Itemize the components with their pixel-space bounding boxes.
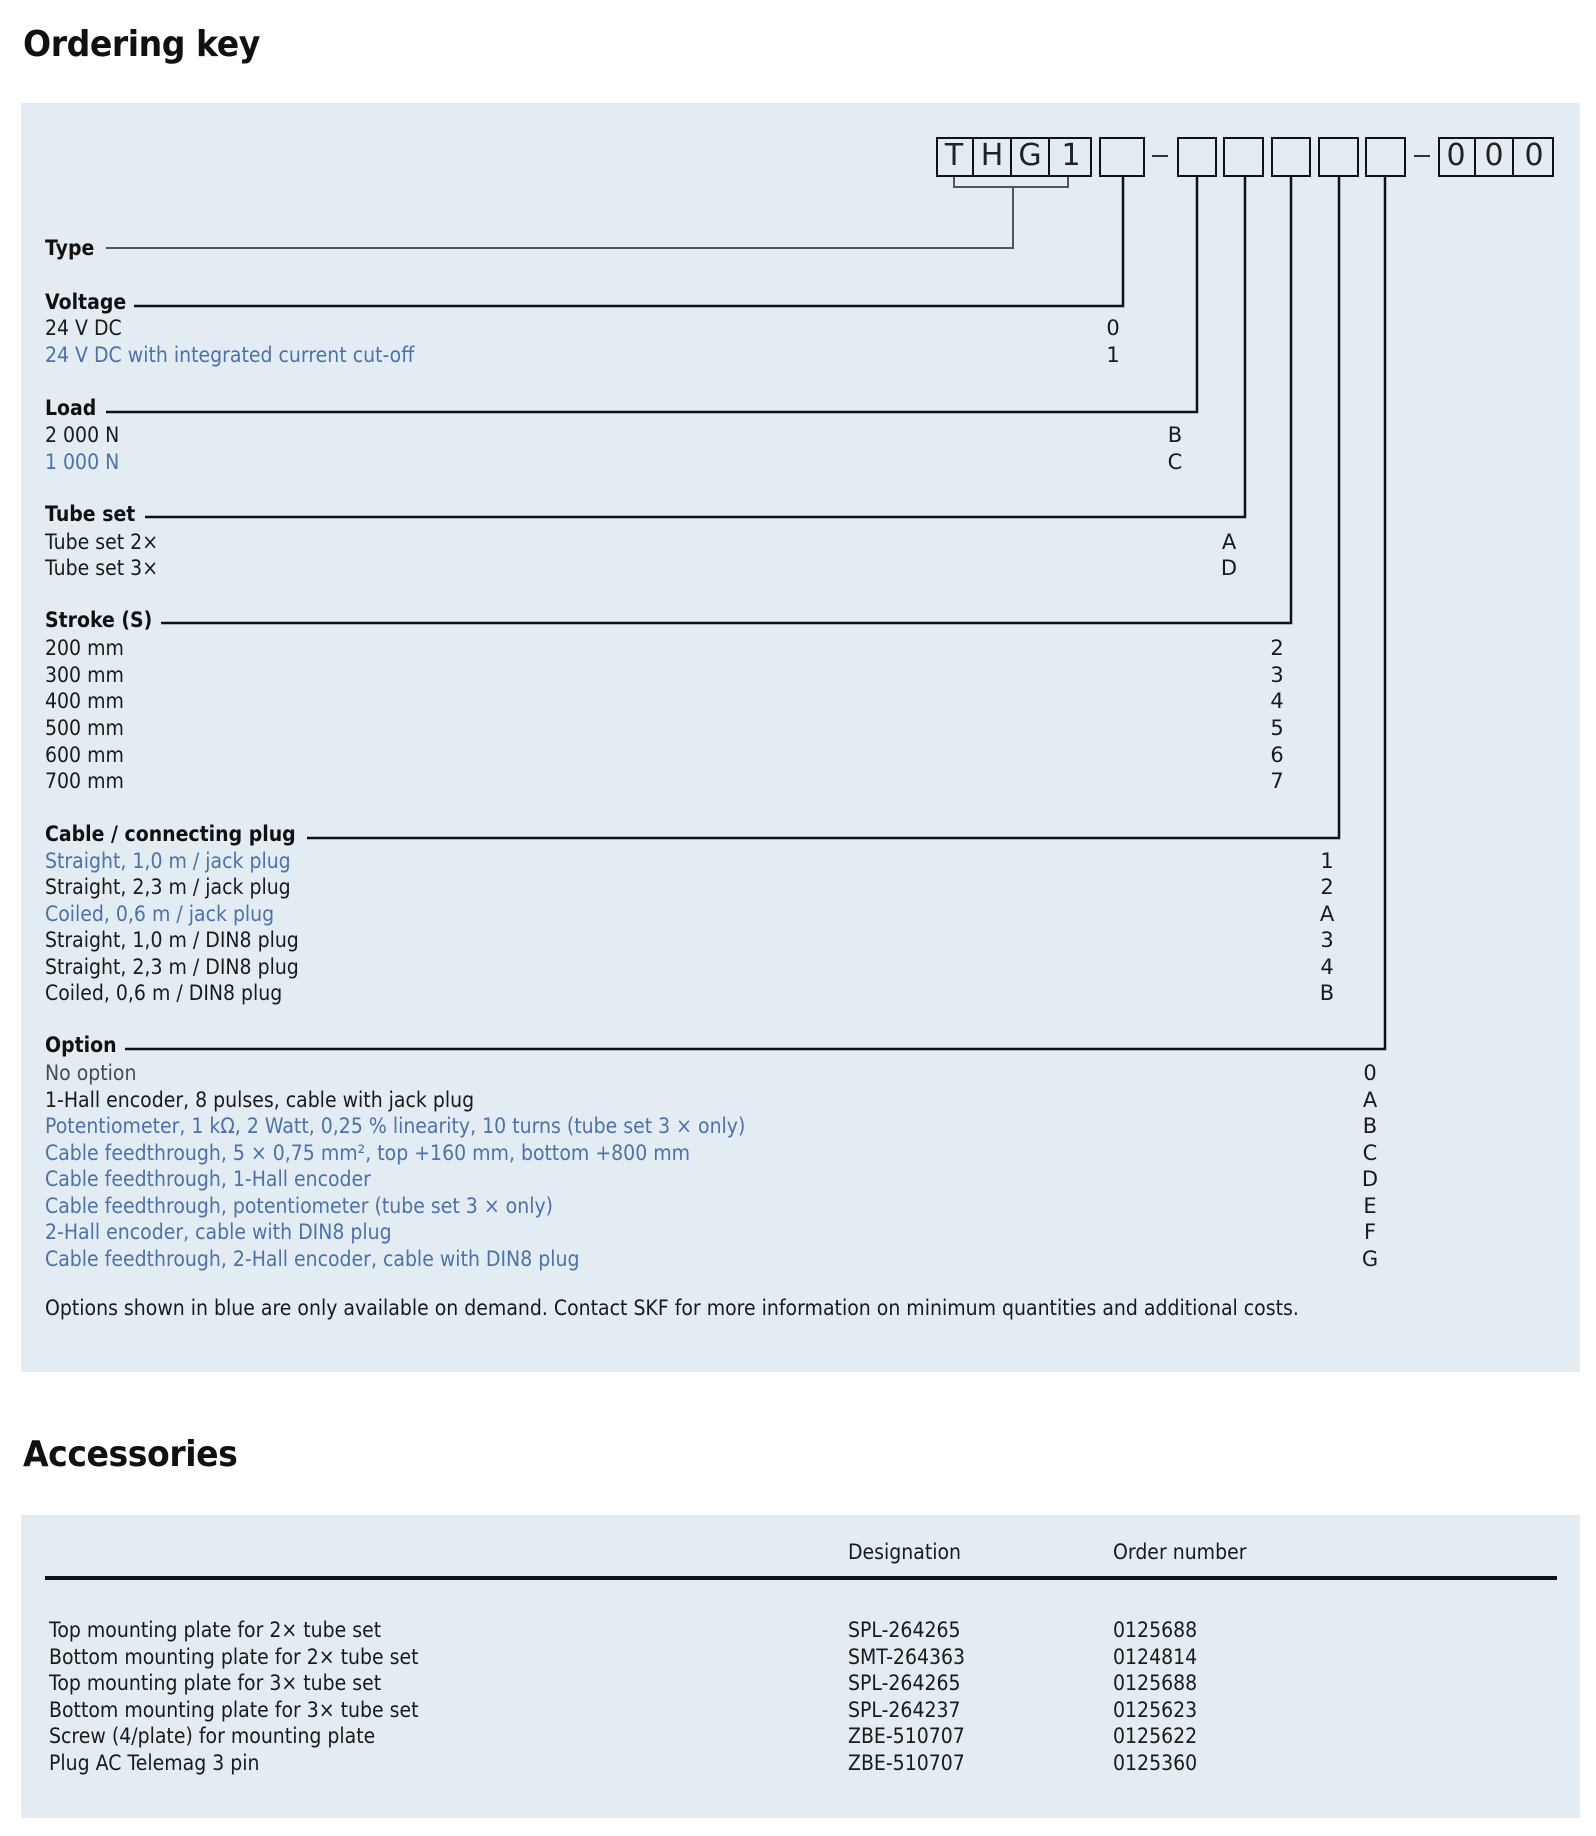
column-header-designation: Designation bbox=[848, 1540, 962, 1564]
tube-set-code: A bbox=[1221, 530, 1237, 554]
accessory-designation: SMT-264363 bbox=[848, 1645, 966, 1669]
option-item: Cable feedthrough, 1-Hall encoder bbox=[45, 1167, 371, 1191]
cable-code: 2 bbox=[1320, 875, 1334, 899]
voltage-option: 24 V DC with integrated current cut-off bbox=[45, 343, 415, 367]
cable-option: Straight, 2,3 m / jack plug bbox=[45, 875, 291, 899]
option-code-box bbox=[1365, 137, 1406, 177]
stroke-heading: Stroke (S) bbox=[45, 608, 153, 632]
voltage-heading: Voltage bbox=[45, 290, 127, 314]
voltage-code: 1 bbox=[1106, 343, 1120, 367]
code-separator-dash bbox=[1152, 155, 1168, 157]
accessory-designation: SPL-264265 bbox=[848, 1618, 961, 1642]
code-char: T bbox=[936, 137, 974, 177]
accessory-name: Screw (4/plate) for mounting plate bbox=[49, 1724, 376, 1748]
option-code: B bbox=[1362, 1114, 1378, 1138]
accessory-name: Top mounting plate for 3× tube set bbox=[49, 1671, 382, 1695]
option-item: Cable feedthrough, 5 × 0,75 mm², top +160 mm, bottom +800 mm bbox=[45, 1141, 691, 1165]
cable-code-box bbox=[1318, 137, 1359, 177]
cable-option: Straight, 2,3 m / DIN8 plug bbox=[45, 955, 299, 979]
cable-heading: Cable / connecting plug bbox=[45, 822, 296, 846]
option-code: F bbox=[1363, 1220, 1377, 1244]
option-item: 2-Hall encoder, cable with DIN8 plug bbox=[45, 1220, 392, 1244]
accessory-order-number: 0125623 bbox=[1113, 1698, 1198, 1722]
code-char: 1 bbox=[1061, 138, 1081, 173]
stroke-option: 400 mm bbox=[45, 689, 124, 713]
load-option: 2 000 N bbox=[45, 423, 120, 447]
stroke-code: 4 bbox=[1270, 689, 1284, 713]
option-item: Cable feedthrough, 2-Hall encoder, cable with DIN8 plug bbox=[45, 1247, 580, 1271]
load-heading: Load bbox=[45, 396, 97, 420]
tube-set-option: Tube set 2× bbox=[45, 530, 159, 554]
code-char: 0 bbox=[1524, 138, 1544, 173]
cable-code: 4 bbox=[1320, 955, 1334, 979]
voltage-option: 24 V DC bbox=[45, 316, 122, 340]
tube-set-code: D bbox=[1220, 556, 1238, 580]
load-code: B bbox=[1167, 423, 1183, 447]
accessory-designation: ZBE-510707 bbox=[848, 1751, 965, 1775]
stroke-option: 300 mm bbox=[45, 663, 124, 687]
cable-code: B bbox=[1319, 981, 1335, 1005]
accessory-order-number: 0125360 bbox=[1113, 1751, 1198, 1775]
cable-option: Straight, 1,0 m / DIN8 plug bbox=[45, 928, 299, 952]
cable-code: 3 bbox=[1320, 928, 1334, 952]
ordering-key-title: Ordering key bbox=[23, 24, 260, 65]
table-header-rule bbox=[45, 1576, 1557, 1580]
stroke-code-box bbox=[1271, 137, 1311, 177]
option-code: E bbox=[1363, 1194, 1377, 1218]
option-heading: Option bbox=[45, 1033, 117, 1057]
option-code: 0 bbox=[1363, 1061, 1377, 1085]
stroke-code: 7 bbox=[1270, 769, 1284, 793]
stroke-code: 2 bbox=[1270, 636, 1284, 660]
stroke-option: 500 mm bbox=[45, 716, 124, 740]
load-code-box bbox=[1177, 137, 1217, 177]
accessories-title: Accessories bbox=[23, 1434, 238, 1475]
stroke-code: 6 bbox=[1270, 743, 1284, 767]
voltage-code-box bbox=[1099, 137, 1145, 177]
option-item: Potentiometer, 1 kΩ, 2 Watt, 0,25 % linearity, 10 turns (tube set 3 × only) bbox=[45, 1114, 746, 1138]
cable-code: A bbox=[1319, 902, 1335, 926]
accessory-name: Plug AC Telemag 3 pin bbox=[49, 1751, 260, 1775]
cable-option: Straight, 1,0 m / jack plug bbox=[45, 849, 291, 873]
cable-code: 1 bbox=[1320, 849, 1334, 873]
accessory-order-number: 0124814 bbox=[1113, 1645, 1198, 1669]
tube-set-code-box bbox=[1223, 137, 1264, 177]
code-separator-dash bbox=[1414, 155, 1430, 157]
option-item: No option bbox=[45, 1061, 137, 1085]
accessory-name: Top mounting plate for 2× tube set bbox=[49, 1618, 382, 1642]
tube-set-option: Tube set 3× bbox=[45, 556, 159, 580]
stroke-option: 700 mm bbox=[45, 769, 124, 793]
column-header-order-number: Order number bbox=[1113, 1540, 1247, 1564]
option-code: C bbox=[1362, 1141, 1378, 1165]
code-char: G bbox=[1012, 137, 1050, 177]
option-item: Cable feedthrough, potentiometer (tube set 3 × only) bbox=[45, 1194, 554, 1218]
type-heading: Type bbox=[45, 236, 95, 260]
accessory-order-number: 0125688 bbox=[1113, 1618, 1198, 1642]
option-code: G bbox=[1361, 1247, 1379, 1271]
accessory-designation: ZBE-510707 bbox=[848, 1724, 965, 1748]
option-code: D bbox=[1361, 1167, 1379, 1191]
code-char: 0 bbox=[1476, 137, 1514, 177]
code-char: 0 bbox=[1438, 137, 1476, 177]
accessory-designation: SPL-264265 bbox=[848, 1671, 961, 1695]
voltage-code: 0 bbox=[1106, 316, 1120, 340]
load-code: C bbox=[1167, 450, 1183, 474]
code-char: H bbox=[974, 137, 1012, 177]
cable-option: Coiled, 0,6 m / jack plug bbox=[45, 902, 275, 926]
load-option: 1 000 N bbox=[45, 450, 120, 474]
accessory-name: Bottom mounting plate for 3× tube set bbox=[49, 1698, 419, 1722]
accessory-name: Bottom mounting plate for 2× tube set bbox=[49, 1645, 419, 1669]
option-item: 1-Hall encoder, 8 pulses, cable with jack plug bbox=[45, 1088, 475, 1112]
accessory-order-number: 0125688 bbox=[1113, 1671, 1198, 1695]
stroke-option: 200 mm bbox=[45, 636, 124, 660]
stroke-option: 600 mm bbox=[45, 743, 124, 767]
stroke-code: 5 bbox=[1270, 716, 1284, 740]
accessory-order-number: 0125622 bbox=[1113, 1724, 1198, 1748]
on-demand-note: Options shown in blue are only available on demand. Contact SKF for more information on minimum quantities and additional costs. bbox=[45, 1296, 1299, 1320]
stroke-code: 3 bbox=[1270, 663, 1284, 687]
cable-option: Coiled, 0,6 m / DIN8 plug bbox=[45, 981, 283, 1005]
tube-set-heading: Tube set bbox=[45, 502, 136, 526]
accessory-designation: SPL-264237 bbox=[848, 1698, 961, 1722]
option-code: A bbox=[1362, 1088, 1378, 1112]
